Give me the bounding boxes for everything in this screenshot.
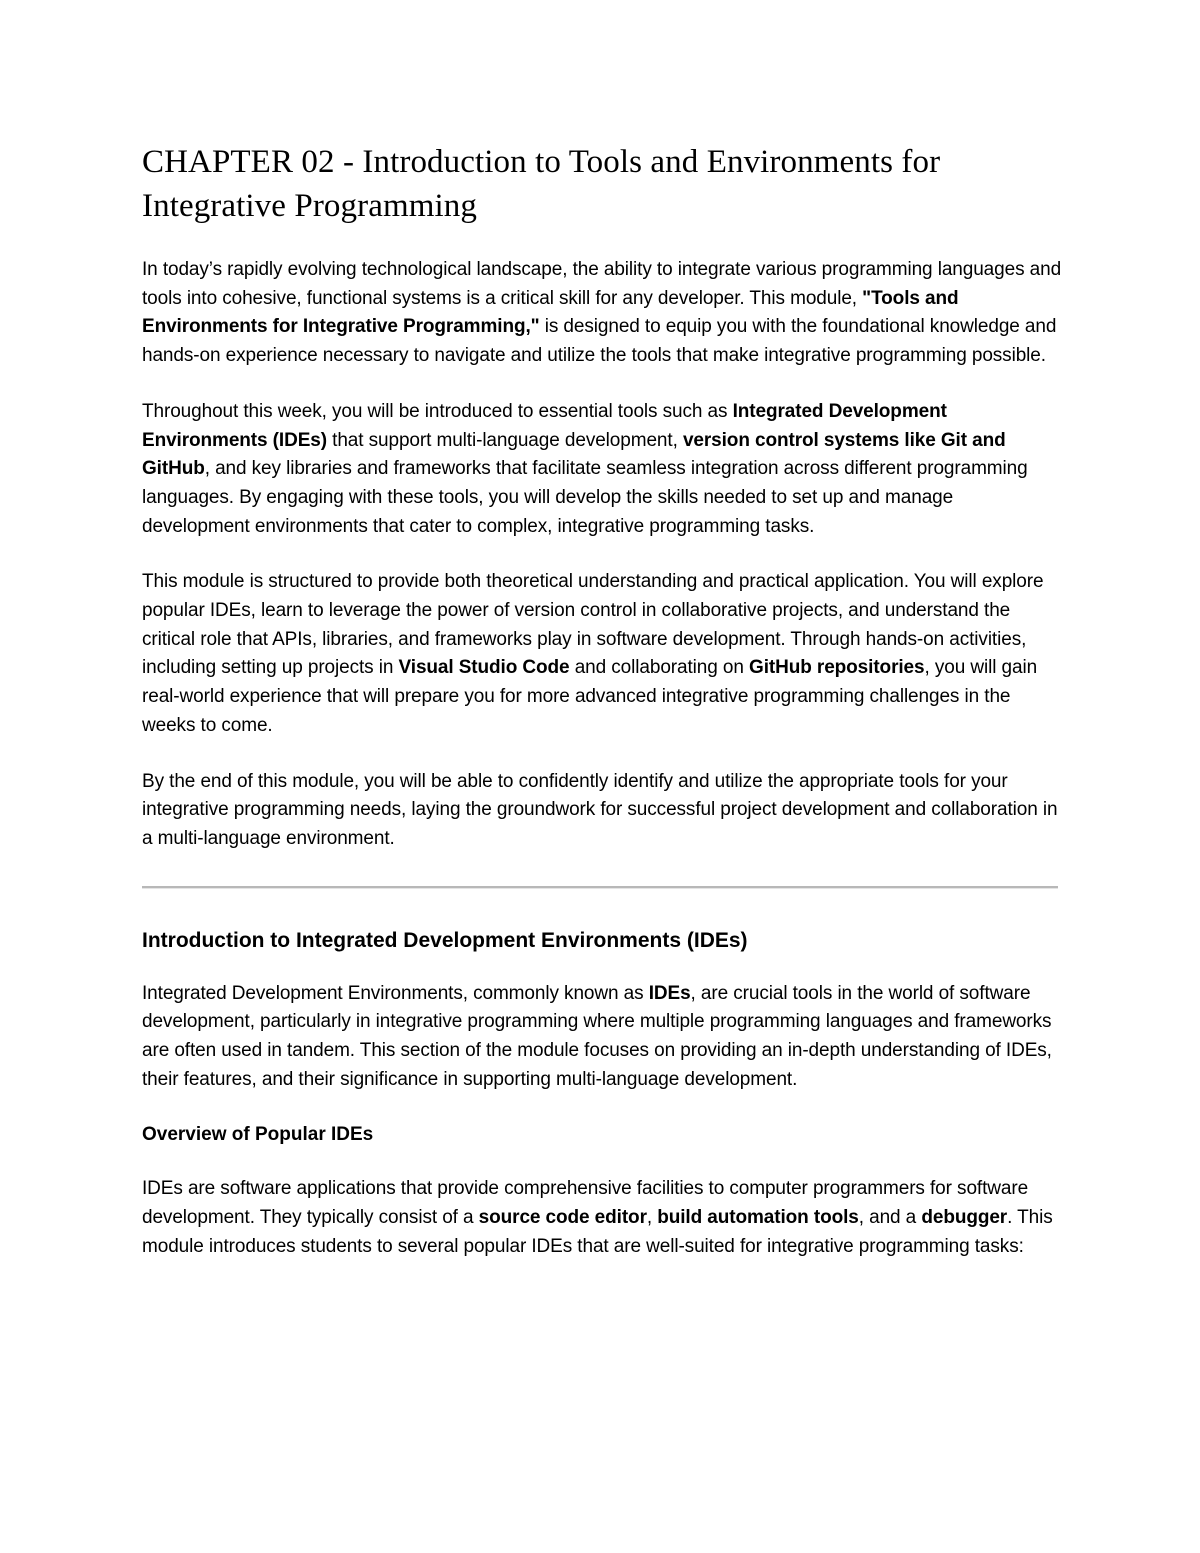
debugger-bold: debugger xyxy=(921,1207,1008,1229)
chapter-title-line-1: CHAPTER 02 - Introduction to Tools and Environments for xyxy=(142,144,941,180)
build-automation-bold: build automation tools xyxy=(657,1207,859,1229)
ide-paragraph-1: Integrated Development Environments, commonly known as IDEs, are crucial tools in the world of software development, particularly in integrative programming where multiple programming languages and frameworks are often used in tandem. This section of the module focuses on providing an in-depth understanding of IDEs, their features, and their significance in supporting multi-language development. xyxy=(142,982,1052,1090)
ide-term-bold: Integrated Development Environments (IDEs) xyxy=(142,400,947,451)
intro-paragraph-1: In today’s rapidly evolving technological landscape, the ability to integrate various programming languages and tools into cohesive, functional systems is a critical skill for any developer. This module, "Tools and Environments for Integrative Programming," is designed to equip you with the foundational knowledge and hands-on experience necessary to navigate and utilize the tools that make integrative programming possible. xyxy=(142,259,1062,367)
intro-paragraph-3: This module is structured to provide both theoretical understanding and practical application. You will explore popular IDEs, learn to leverage the power of version control in collaborative projects, and understand the critical role that APIs, libraries, and frameworks play in software development. Through hands-on activities, including setting up projects in Visual Studio Code and collaborating on GitHub repositories, you will gain real-world experience that will prepare you for more advanced integrative programming challenges in the weeks to come. xyxy=(142,571,1044,736)
popular-ides-subheading: Overview of Popular IDEs xyxy=(142,1124,374,1146)
section-divider xyxy=(142,886,1058,888)
ide-paragraph-2: IDEs are software applications that provide comprehensive facilities to computer programmers for software development. They typically consist of a source code editor, build automation tools, and a debugger. This module introduces students to several popular IDEs that are well-suited for integrative programming tasks: xyxy=(142,1178,1053,1257)
github-term-bold: GitHub repositories xyxy=(749,657,925,679)
vscode-term-bold: Visual Studio Code xyxy=(398,657,570,679)
source-code-editor-bold: source code editor xyxy=(478,1207,647,1229)
version-control-term-bold: version control systems like Git and GitHub xyxy=(142,429,1006,480)
ides-term-bold: IDEs xyxy=(648,982,691,1004)
chapter-title-line-2: Integrative Programming xyxy=(142,188,477,224)
chapter-title xyxy=(142,140,1062,228)
ide-section-heading: Introduction to Integrated Development Environments (IDEs) xyxy=(142,928,748,952)
intro-paragraph-4: By the end of this module, you will be able to confidently identify and utilize the appropriate tools for your integrative programming needs, laying the groundwork for successful project development and collaboration in a multi-language environment. xyxy=(142,770,1058,849)
intro-paragraph-2: Throughout this week, you will be introduced to essential tools such as Integrated Development Environments (IDEs) that support multi-language development, version control systems like Git and GitHub, and key libraries and frameworks that facilitate seamless integration across different programming languages. By engaging with these tools, you will develop the skills needed to set up and manage development environments that cater to complex, integrative programming tasks. xyxy=(142,400,1028,537)
module-name-bold: "Tools and Environments for Integrative Programming," xyxy=(142,287,959,338)
document-page xyxy=(142,140,1062,1289)
